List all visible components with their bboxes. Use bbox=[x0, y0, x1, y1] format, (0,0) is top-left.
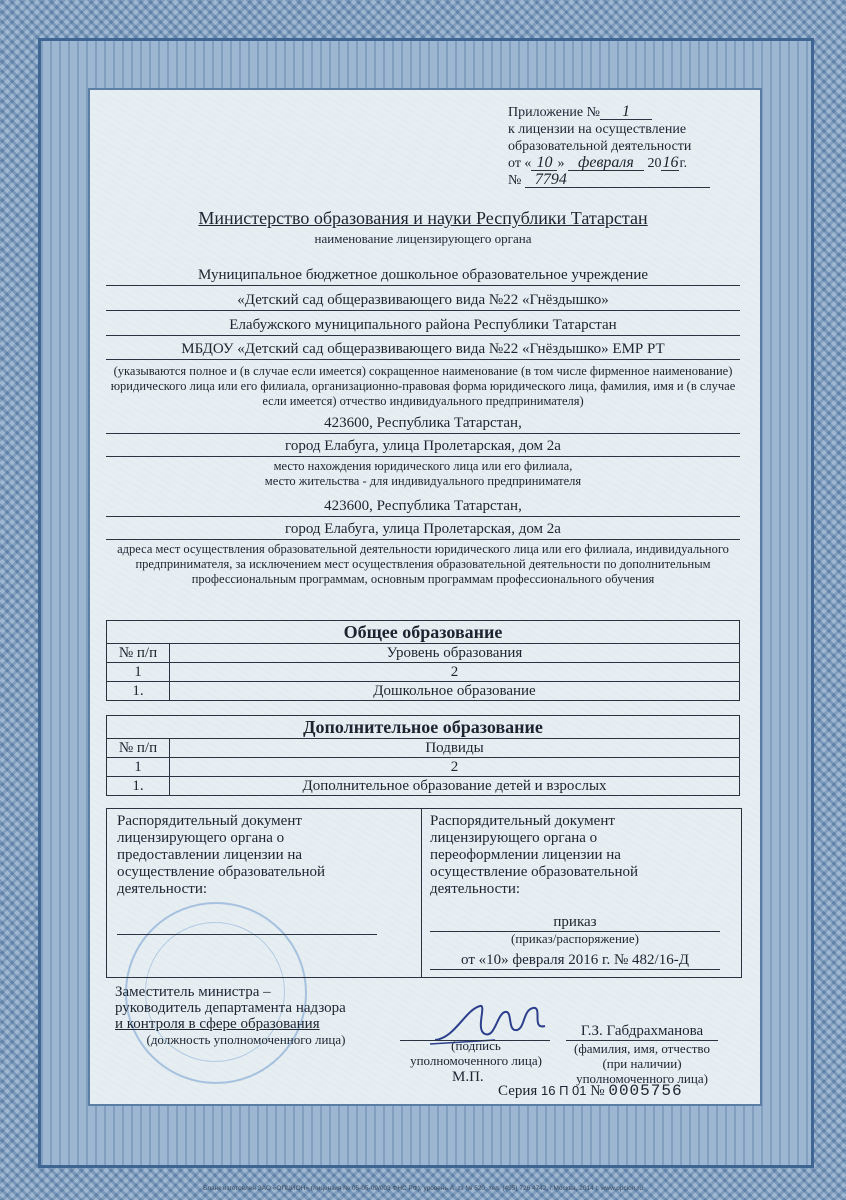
appendix-block bbox=[508, 104, 728, 189]
date-month: февраля bbox=[568, 155, 644, 171]
license-number: 7794 bbox=[525, 172, 710, 188]
position-line1: Заместитель министра – bbox=[115, 984, 271, 1000]
series-no-label: № bbox=[590, 1083, 605, 1099]
location-caption1: место нахождения юридического лица или его филиала, bbox=[273, 459, 573, 473]
table-row bbox=[107, 682, 740, 701]
authority-block bbox=[106, 207, 740, 229]
signature-caption bbox=[396, 1038, 556, 1068]
signature-caption2: уполномоченного лица) bbox=[410, 1053, 542, 1068]
position-line3: и контроля в сфере образования bbox=[115, 1016, 320, 1032]
position-line2: руководитель департамента надзора bbox=[115, 1000, 346, 1016]
table-row bbox=[107, 777, 740, 796]
licensee-caption: (указываются полное и (в случае если имеется) сокращенное наименование (в том числе фирменное наименование) юридического лица или его филиала, организационно-правовая форма юридического лица, фамилия, имя и (в случае если имеется) отчество индивидуального предпринимателя) bbox=[110, 364, 736, 408]
general-index-2: 2 bbox=[170, 663, 740, 682]
general-education-table bbox=[106, 620, 740, 701]
activity-line2: город Елабуга, улица Пролетарская, дом 2а bbox=[106, 519, 740, 540]
date-day: 10 bbox=[531, 155, 557, 171]
signatory-caption1: (фамилия, имя, отчество bbox=[574, 1041, 710, 1056]
signatory-caption2: (при наличии) bbox=[602, 1056, 682, 1071]
licensee-line1: Муниципальное бюджетное дошкольное образовательное учреждение bbox=[106, 265, 740, 286]
additional-row-number: 1. bbox=[107, 777, 170, 796]
order-type-caption: (приказ/распоряжение) bbox=[511, 931, 639, 946]
additional-col-subtype: Подвиды bbox=[170, 739, 740, 758]
general-education-title: Общее образование bbox=[107, 621, 740, 644]
printer-footer: Бланк изготовлен ЗАО «ОПЦИОН» (лицензия № 05-05-09/003 ФНС РФ), уровень А, тз № 520, тел. (495) 726 4742, г.Москва, 2014 г. www.opcion.ru bbox=[203, 1185, 643, 1192]
appendix-number: 1 bbox=[600, 104, 652, 120]
signatory-caption3: уполномоченного лица) bbox=[576, 1071, 708, 1086]
year-prefix: 20 bbox=[647, 156, 662, 171]
order-type: приказ bbox=[430, 913, 720, 932]
series-code: 16 П 01 bbox=[541, 1083, 587, 1098]
doc-issue-blank bbox=[117, 934, 377, 935]
additional-row-value: Дополнительное образование детей и взрослых bbox=[170, 777, 740, 796]
documents-left bbox=[107, 809, 422, 977]
licensee-line4: МБДОУ «Детский сад общеразвивающего вида №22 «Гнёздышко» ЕМР РТ bbox=[106, 339, 740, 360]
additional-education-table bbox=[106, 715, 740, 796]
appendix-label: Приложение № bbox=[508, 105, 600, 120]
license-no-label: № bbox=[508, 173, 522, 188]
additional-index-2: 2 bbox=[170, 758, 740, 777]
documents-box bbox=[106, 808, 742, 978]
authority-caption: наименование лицензирующего органа bbox=[314, 231, 532, 246]
signatory-caption bbox=[560, 1041, 724, 1086]
general-row-value: Дошкольное образование bbox=[170, 682, 740, 701]
general-col-level: Уровень образования bbox=[170, 644, 740, 663]
order-reference: от «10» февраля 2016 г. № 482/16-Д bbox=[430, 951, 720, 970]
general-index-1: 1 bbox=[107, 663, 170, 682]
date-prefix: от « bbox=[508, 156, 532, 171]
appendix-line2: образовательной деятельности bbox=[508, 139, 692, 154]
licensee-line3: Елабужского муниципального района Республики Татарстан bbox=[106, 315, 740, 336]
date-mid: » bbox=[557, 156, 565, 171]
position-caption: (должность уполномоченного лица) bbox=[146, 1032, 346, 1047]
signature-caption1: (подпись bbox=[451, 1038, 501, 1053]
additional-col-number: № п/п bbox=[107, 739, 170, 758]
signatory-name: Г.З. Габдрахманова bbox=[566, 1022, 718, 1041]
location-caption2: место жительства - для индивидуального предпринимателя bbox=[264, 474, 582, 488]
doc-issue-text: Распорядительный документ лицензирующего органа о предоставлении лицензии на осуществление образовательной деятельности: bbox=[117, 813, 325, 897]
activity-caption: адреса мест осуществления образовательной деятельности юридического лица или его филиала, индивидуального предпринимателя, за исключением мест осуществления образовательной деятельности по дополнительным профессиональным программам, основным программам профессионального обучения bbox=[117, 542, 729, 586]
location-line1: 423600, Республика Татарстан, bbox=[106, 413, 740, 434]
general-row-number: 1. bbox=[107, 682, 170, 701]
location-line2: город Елабуга, улица Пролетарская, дом 2а bbox=[106, 436, 740, 457]
general-col-number: № п/п bbox=[107, 644, 170, 663]
additional-index-1: 1 bbox=[107, 758, 170, 777]
appendix-line1: к лицензии на осуществление bbox=[508, 122, 687, 137]
activity-line1: 423600, Республика Татарстан, bbox=[106, 496, 740, 517]
doc-reissue-text: Распорядительный документ лицензирующего органа о переоформлении лицензии на осуществление образовательной деятельности: bbox=[430, 813, 638, 897]
year-end: г. bbox=[679, 156, 688, 171]
authority-name: Министерство образования и науки Республики Татарстан bbox=[198, 208, 648, 228]
licensee-line2: «Детский сад общеразвивающего вида №22 «Гнёздышко» bbox=[106, 290, 740, 311]
series-block bbox=[498, 1082, 683, 1100]
additional-education-title: Дополнительное образование bbox=[107, 716, 740, 739]
series-number: 0005756 bbox=[608, 1082, 683, 1100]
year-suffix: 16 bbox=[662, 154, 679, 171]
series-label: Серия bbox=[498, 1083, 538, 1099]
position-block bbox=[115, 984, 395, 1048]
documents-right bbox=[422, 809, 741, 977]
seal-place: М.П. bbox=[452, 1069, 484, 1085]
